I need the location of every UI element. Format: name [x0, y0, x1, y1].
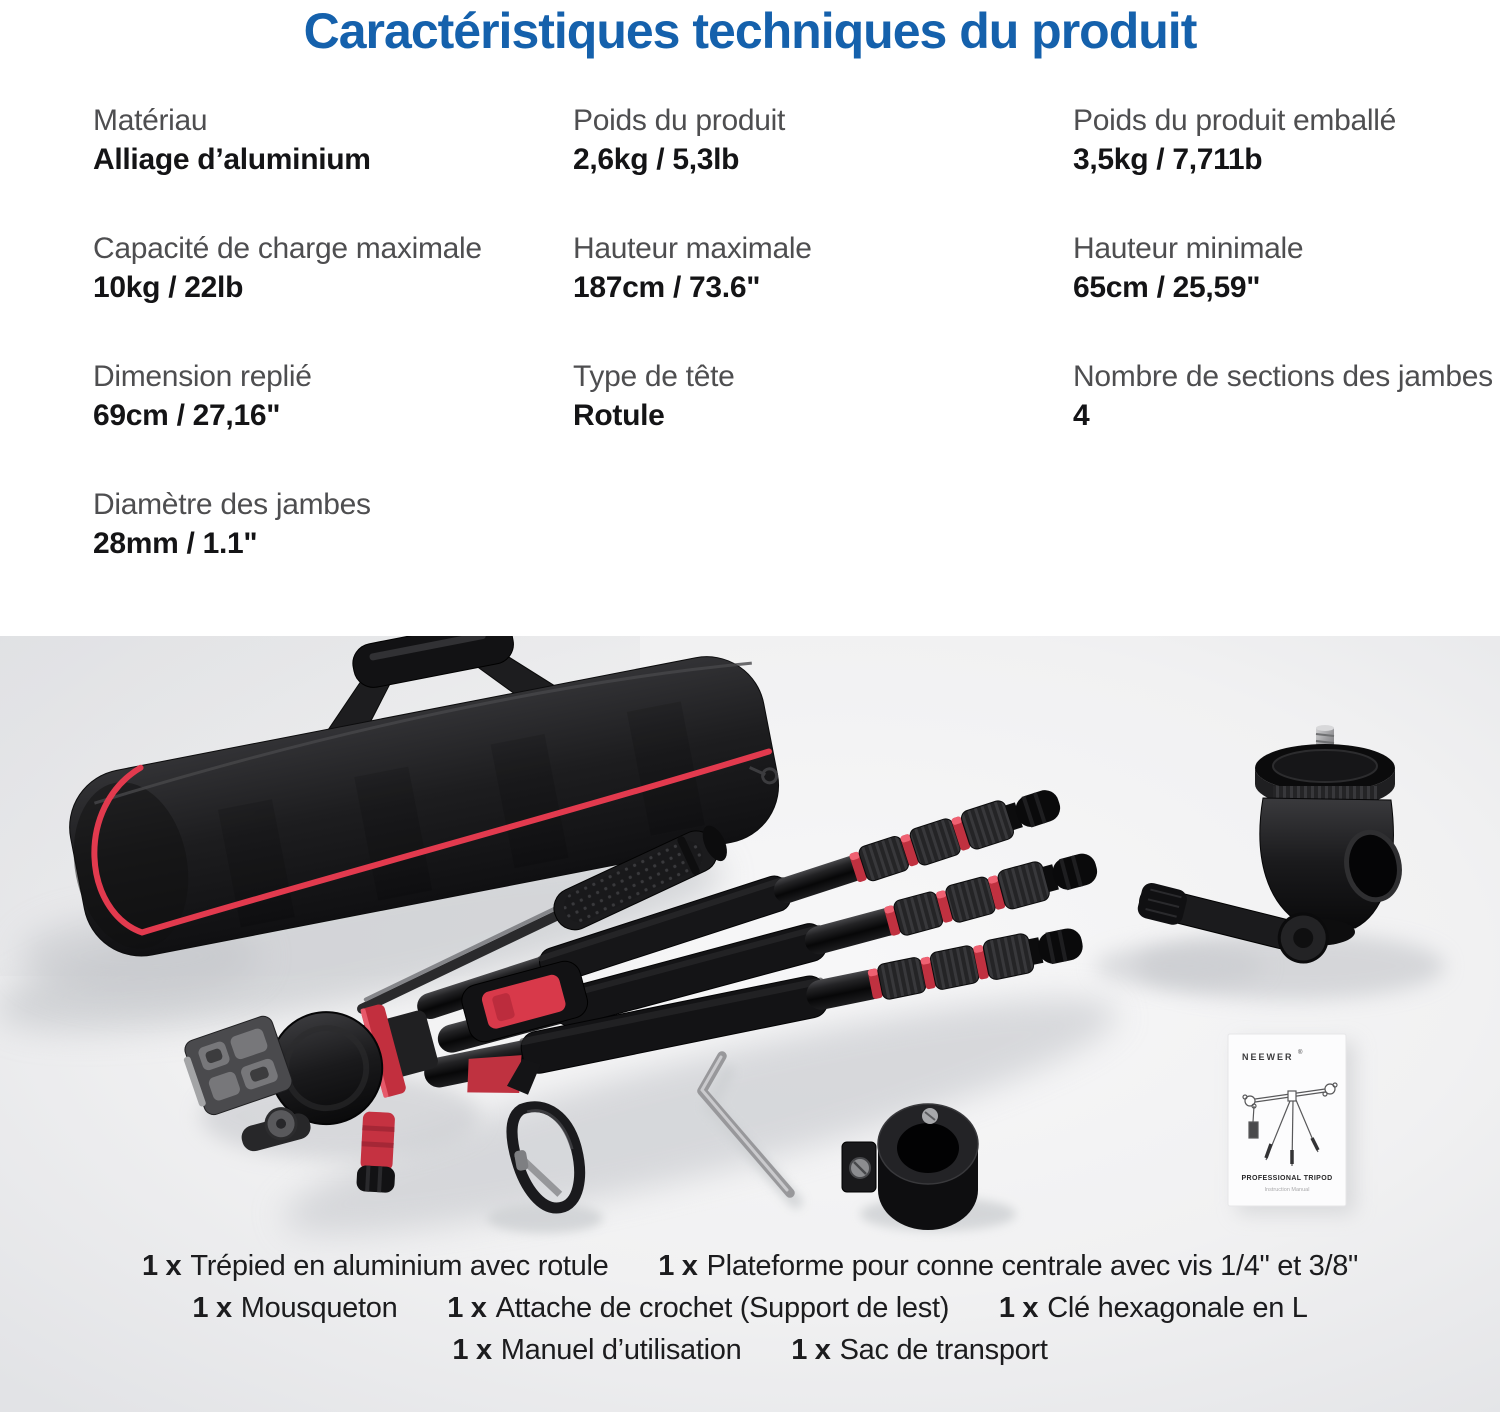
included-item — [658, 1250, 1358, 1282]
spec-value: 3,5kg / 7,711b — [1073, 143, 1263, 176]
spec-column-3 — [1073, 102, 1500, 486]
item-qty: 1 x — [192, 1292, 232, 1324]
item-qty: 1 x — [658, 1250, 698, 1282]
spec-value: 2,6kg / 5,3lb — [573, 143, 740, 176]
item-label: Plateforme pour conne centrale avec vis 1/4" et 3/8" — [706, 1250, 1359, 1282]
included-item — [791, 1334, 1047, 1366]
spec-label: Hauteur maximale — [573, 232, 812, 265]
item-label: Clé hexagonale en L — [1047, 1292, 1308, 1324]
spec-label: Poids du produit emballé — [1073, 104, 1397, 137]
registered-mark: ® — [1298, 1050, 1303, 1056]
spec-head-type — [573, 358, 1043, 436]
spec-max-load — [93, 230, 563, 308]
item-qty: 1 x — [141, 1250, 182, 1282]
spec-label: Matériau — [93, 104, 208, 137]
spec-label: Type de tête — [573, 360, 735, 393]
spec-label: Poids du produit — [573, 104, 786, 137]
spec-value: 10kg / 22lb — [93, 271, 244, 304]
spec-value: 69cm / 27,16" — [93, 399, 281, 432]
spec-label: Diamètre des jambes — [93, 488, 371, 521]
item-label: Mousqueton — [240, 1292, 398, 1324]
spec-max-height — [573, 230, 1043, 308]
item-label: Manuel d’utilisation — [500, 1334, 742, 1366]
clamp-bore — [897, 1123, 959, 1173]
spec-value: Rotule — [573, 399, 665, 432]
item-label: Sac de transport — [839, 1334, 1048, 1366]
item-label: Trépied en aluminium avec rotule — [190, 1250, 609, 1282]
spec-folded-size — [93, 358, 563, 436]
page-title: Caractéristiques techniques du produit — [303, 3, 1197, 59]
instruction-manual-illustration — [1228, 1034, 1346, 1206]
item-qty: 1 x — [791, 1334, 831, 1366]
spec-value: 187cm / 73.6" — [573, 271, 761, 304]
spec-material — [93, 102, 563, 180]
included-item — [452, 1334, 741, 1366]
spec-label: Hauteur minimale — [1073, 232, 1304, 265]
spec-leg-diameter — [93, 486, 563, 564]
spec-column-2 — [573, 102, 1043, 486]
item-qty: 1 x — [998, 1292, 1039, 1324]
neewer-logo-text: NEEWER — [1242, 1052, 1294, 1062]
manual-title-text: PROFESSIONAL TRIPOD — [1241, 1175, 1333, 1182]
included-items-list — [0, 1245, 1500, 1371]
spec-packed-weight — [1073, 102, 1500, 180]
spec-value: 65cm / 25,59" — [1073, 271, 1261, 304]
included-line-3 — [0, 1329, 1500, 1371]
spec-value: Alliage d’aluminium — [93, 143, 371, 176]
spec-column-1 — [93, 102, 563, 614]
included-item — [999, 1292, 1308, 1324]
spec-value: 4 — [1073, 399, 1090, 432]
included-item — [447, 1292, 949, 1324]
item-qty: 1 x — [447, 1292, 487, 1324]
item-qty: 1 x — [452, 1334, 492, 1366]
spec-label: Dimension replié — [93, 360, 312, 393]
spec-min-height — [1073, 230, 1500, 308]
spec-label: Capacité de charge maximale — [93, 232, 482, 265]
included-line-1 — [0, 1245, 1500, 1287]
included-line-2 — [0, 1287, 1500, 1329]
manual-subtitle-text: Instruction Manual — [1264, 1187, 1310, 1193]
item-label: Attache de crochet (Support de lest) — [495, 1292, 950, 1324]
included-item — [192, 1292, 397, 1324]
spec-leg-sections — [1073, 358, 1500, 436]
spec-label: Nombre de sections des jambes — [1073, 360, 1493, 393]
spec-weight — [573, 102, 1043, 180]
spec-value: 28mm / 1.1" — [93, 527, 258, 560]
included-item — [142, 1250, 609, 1282]
